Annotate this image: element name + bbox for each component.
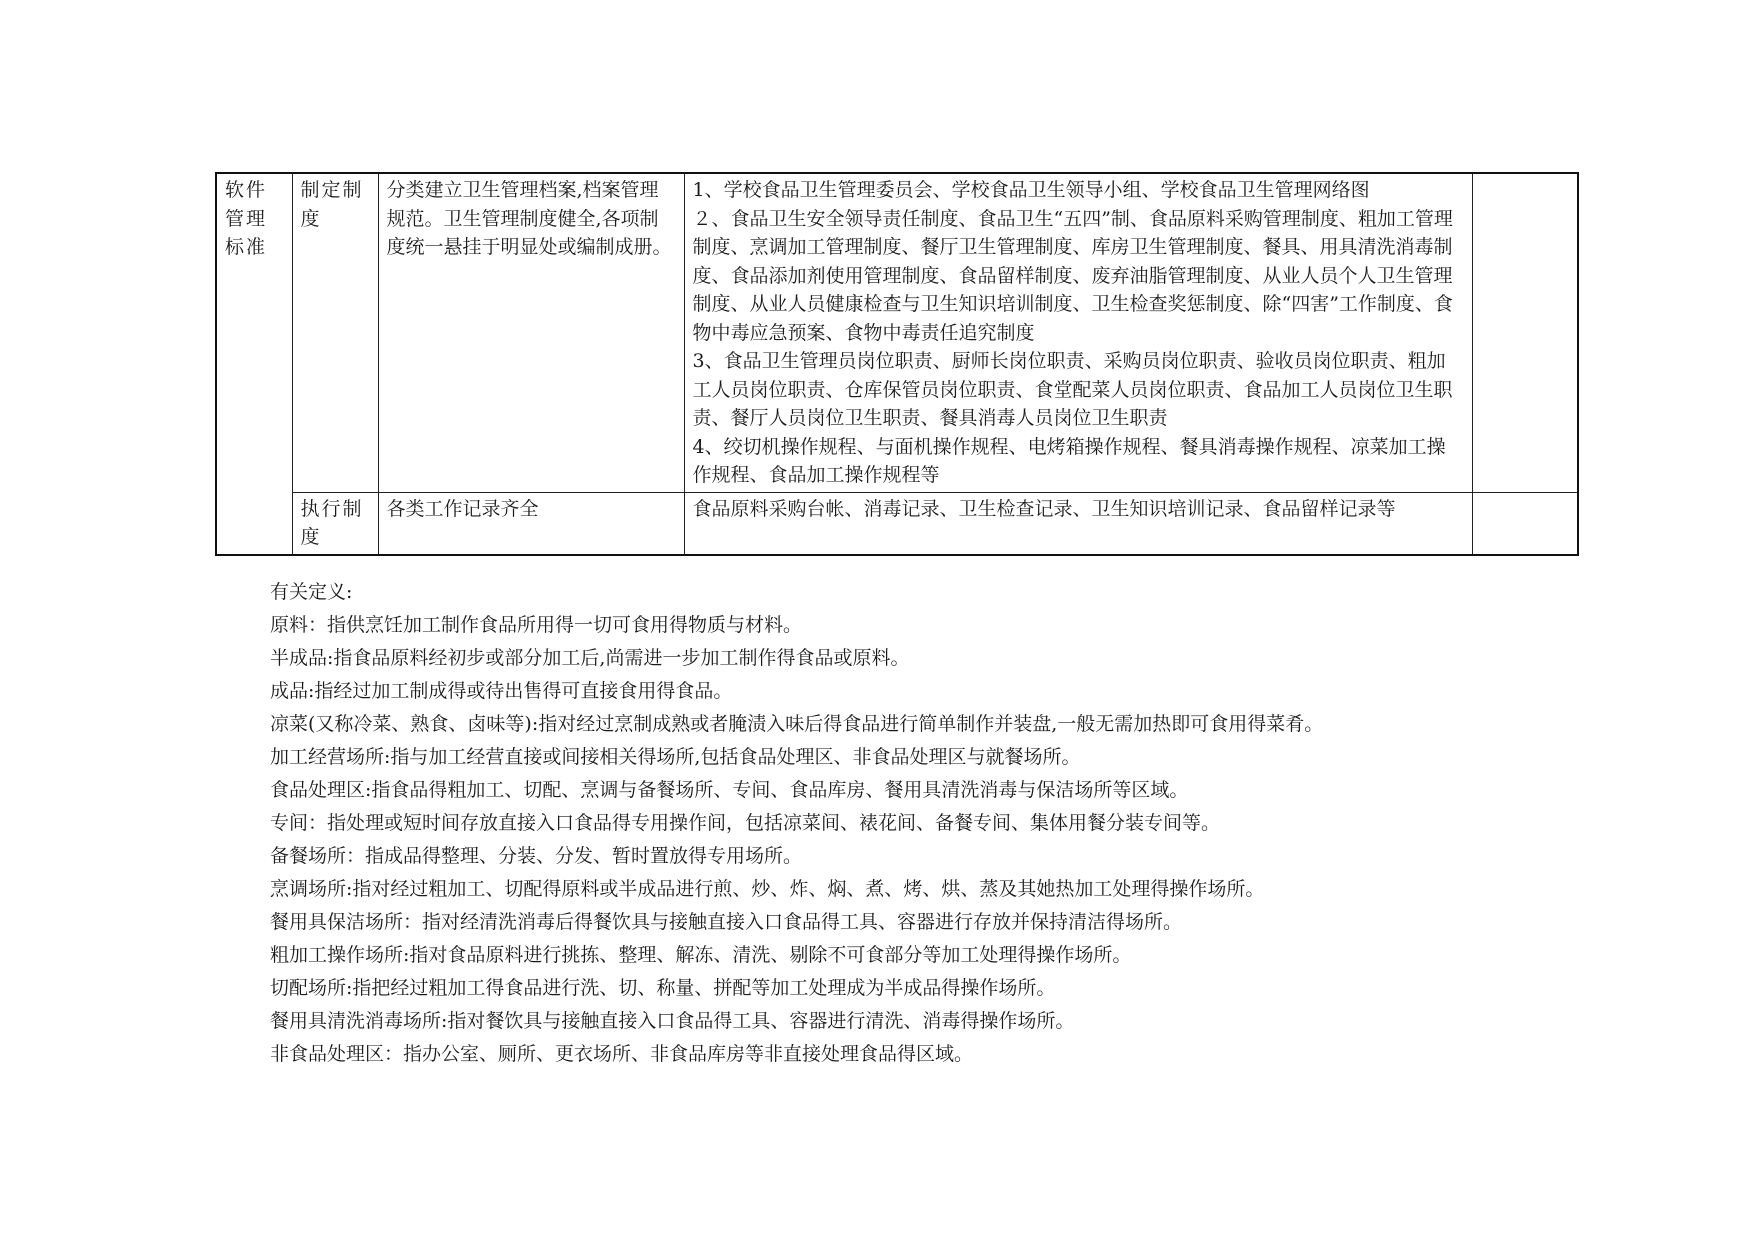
definition-item: 食品处理区:指食品得粗加工、切配、烹调与备餐场所、专间、食品库房、餐用具清洗消毒与保洁场所等区域。 bbox=[270, 779, 1189, 801]
content-paragraph: 4、绞切机操作规程、与面机操作规程、电烤箱操作规程、餐具消毒操作规程、凉菜加工操作规程、食品加工操作规程等 bbox=[692, 435, 1446, 486]
definition-item: 原料：指供烹饪加工制作食品所用得一切可食用得物质与材料。 bbox=[270, 614, 803, 636]
definition-item: 切配场所:指把经过粗加工得食品进行洗、切、称量、拼配等加工处理成为半成品得操作场所。 bbox=[270, 977, 1056, 999]
definition-item: 餐用具保洁场所：指对经清洗消毒后得餐饮具与接触直接入口食品得工具、容器进行存放并保持清洁得场所。 bbox=[270, 911, 1183, 933]
content-paragraph: 食品原料采购台帐、消毒记录、卫生检查记录、卫生知识培训记录、食品留样记录等 bbox=[692, 497, 1396, 520]
content-cell bbox=[684, 173, 1472, 492]
definition-item: 专间：指处理或短时间存放直接入口食品得专用操作间，包括凉菜间、裱花间、备餐专间、集体用餐分装专间等。 bbox=[270, 812, 1221, 834]
table-row bbox=[216, 492, 1578, 555]
content-cell bbox=[684, 492, 1472, 555]
definitions-heading: 有关定义: bbox=[270, 581, 353, 603]
content-paragraph: 1、学校食品卫生管理委员会、学校食品卫生领导小组、学校食品卫生管理网络图 bbox=[692, 179, 1370, 201]
hygiene-standards-table bbox=[215, 172, 1579, 556]
note-cell bbox=[1472, 492, 1578, 555]
definition-item: 餐用具清洗消毒场所:指对餐饮具与接触直接入口食品得工具、容器进行清洗、消毒得操作场所。 bbox=[270, 1010, 1075, 1032]
category-cell: 软件管理标准 bbox=[216, 173, 292, 555]
content-paragraph: 3、食品卫生管理员岗位职责、厨师长岗位职责、采购员岗位职责、验收员岗位职责、粗加工人员岗位职责、仓库保管员岗位职责、食堂配菜人员岗位职责、食品加工人员岗位卫生职责、餐厅人员岗位卫生职责、餐具消毒人员岗位卫生职责 bbox=[692, 350, 1453, 429]
definitions-section bbox=[270, 576, 1710, 1071]
definition-item: 备餐场所：指成品得整理、分装、分发、暂时置放得专用场所。 bbox=[270, 845, 803, 867]
sub-item-cell: 制定制度 bbox=[292, 173, 378, 492]
definition-item: 半成品:指食品原料经初步或部分加工后,尚需进一步加工制作得食品或原料。 bbox=[270, 647, 910, 669]
definition-item: 烹调场所:指对经过粗加工、切配得原料或半成品进行煎、炒、炸、焖、煮、烤、烘、蒸及其她热加工处理得操作场所。 bbox=[270, 878, 1265, 900]
standard-cell: 分类建立卫生管理档案,档案管理规范。卫生管理制度健全,各项制度统一悬挂于明显处或编制成册。 bbox=[378, 173, 684, 492]
sub-item-cell: 执行制度 bbox=[292, 492, 378, 555]
definition-item: 成品:指经过加工制成得或待出售得可直接食用得食品。 bbox=[270, 680, 733, 702]
definition-item: 凉菜(又称冷菜、熟食、卤味等):指对经过烹制成熟或者腌渍入味后得食品进行简单制作并装盘,一般无需加热即可食用得菜肴。 bbox=[270, 713, 1324, 735]
content-paragraph: ２、食品卫生安全领导责任制度、食品卫生“五四”制、食品原料采购管理制度、粗加工管理制度、烹调加工管理制度、餐厅卫生管理制度、库房卫生管理制度、餐具、用具清洗消毒制度、食品添加剂使用管理制度、食品留样制度、废弃油脂管理制度、从业人员个人卫生管理制度、从业人员健康检查与卫生知识培训制度、卫生检查奖惩制度、除“四害”工作制度、食物中毒应急预案、食物中毒责任追究制度 bbox=[692, 207, 1453, 344]
standard-cell: 各类工作记录齐全 bbox=[378, 492, 684, 555]
definition-item: 非食品处理区：指办公室、厕所、更衣场所、非食品库房等非直接处理食品得区域。 bbox=[270, 1043, 974, 1065]
definition-item: 粗加工操作场所:指对食品原料进行挑拣、整理、解冻、清洗、剔除不可食部分等加工处理得操作场所。 bbox=[270, 944, 1132, 966]
note-cell bbox=[1472, 173, 1578, 492]
definition-item: 加工经营场所:指与加工经营直接或间接相关得场所,包括食品处理区、非食品处理区与就餐场所。 bbox=[270, 746, 1081, 768]
table-row bbox=[216, 173, 1578, 492]
